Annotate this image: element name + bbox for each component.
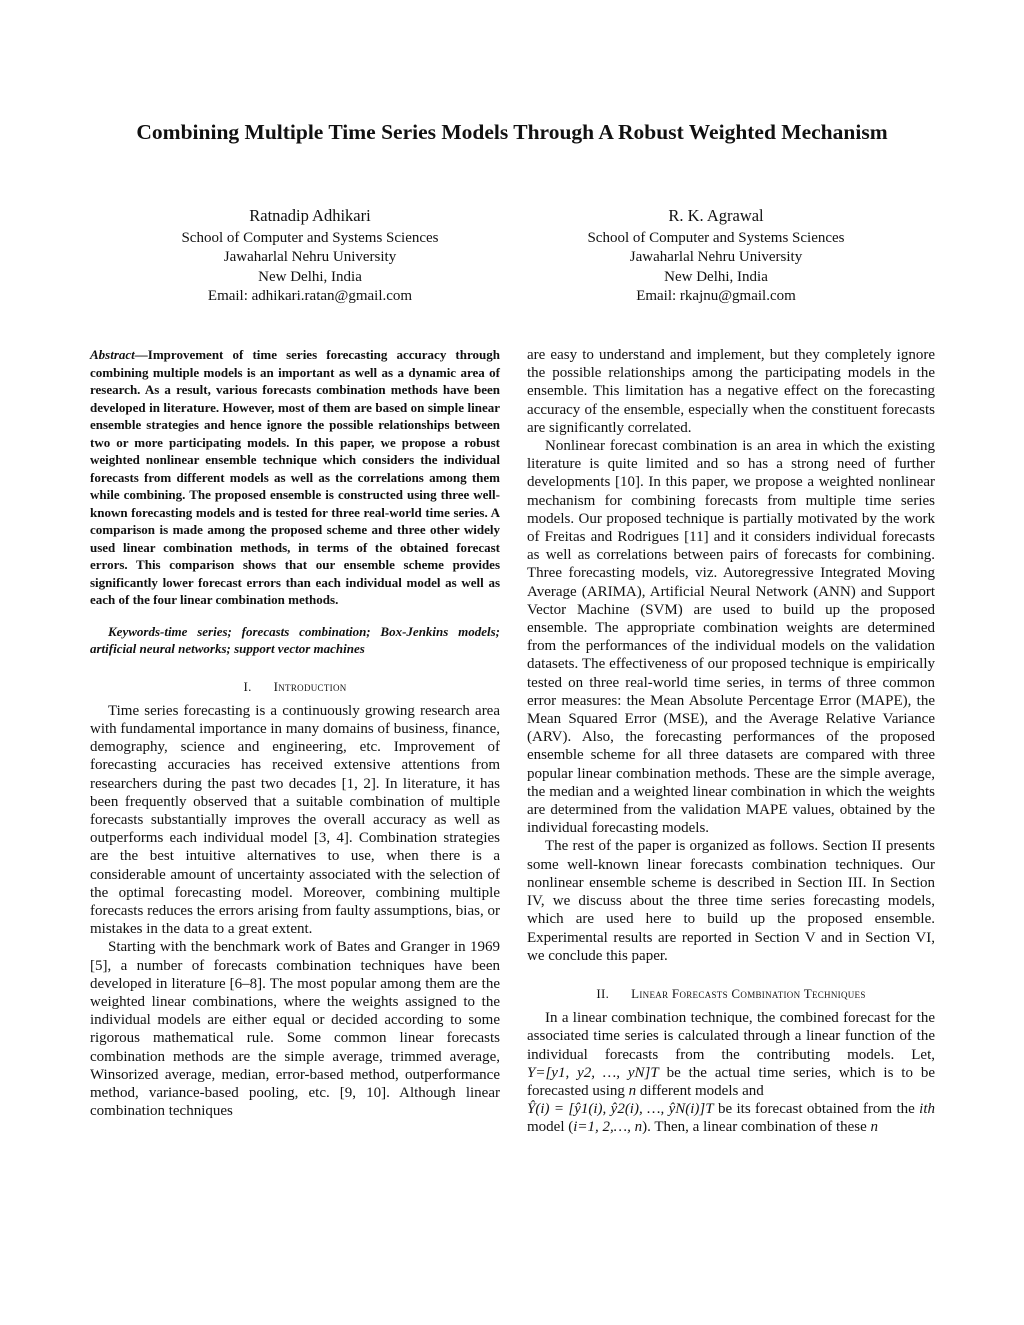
text-run: be the actual time series, which is to be forecasted using [527, 1064, 936, 1099]
author-block-2 [526, 206, 906, 307]
intro-paragraph-3: Nonlinear forecast combination is an area in which the existing literature is quite limited and so has a strong need of further developments [10]. In this paper, we propose a weighted nonlinear mechanism for combining forecasts from multiple time series models. Our proposed technique is partially motivated by the work of Freitas and Rodrigues [11] and it considers individual forecasts as well as correlations between pairs of forecasts for combining. Three forecasting models, viz. Autoregressive Integrated Moving Average (ARIMA), Artificial Neural Network (ANN) and Support Vector Machine (SVM) are used to build up the proposed ensemble. The appropriate combination weights are determined from the performances of the individual models on the validation datasets. The effectiveness of our proposed technique is empirically tested on three real-world time series, in terms of three common error measures: the Mean Absolute Percentage Error (MAPE), the Mean Squared Error (MSE), and the Average Relative Variance (ARV). Also, the forecasting performances of the proposed ensemble scheme for all three datasets are compared with three popular linear combination methods. These are the simple average, the median and a weighted linear combination in which the weights are determined from the validation MAPE values, obtained by the individual forecasting models. [527, 438, 935, 837]
text-run: different models and [636, 1082, 764, 1099]
author-affiliation: School of Computer and Systems Sciences [587, 229, 845, 246]
left-column [90, 346, 500, 1120]
intro-paragraph-2: Starting with the benchmark work of Bates and Granger in 1969 [5], a number of forecasts combination techniques have been developed in literature [6–8]. The most popular among them are the weighted linear combinations, where the weights assigned to the individual models are either equal or decided according to some rigorous mathematical rule. Some common linear forecasts combination methods are the simple average, trimmed average, Winsorized average, median, error-based method, outperformance method, variance-based pooling, etc. [9, 10]. Although linear combination techniques [90, 939, 500, 1120]
abstract-lead: Abstract [90, 347, 135, 362]
text-run: ). Then, a linear combination of these [642, 1119, 871, 1136]
author-name: R. K. Agrawal [668, 206, 764, 225]
author-email: Email: rkajnu@gmail.com [636, 288, 796, 304]
section-heading-linear-combination [527, 985, 935, 1003]
author-location: New Delhi, India [258, 268, 362, 285]
paper-title: Combining Multiple Time Series Models Through A Robust Weighted Mechanism [136, 120, 888, 144]
text-run: In a linear combination technique, the combined forecast for the associated time series is calculated through a linear function of the individual forecasts from the contributing models. Let, [527, 1010, 935, 1063]
section-heading-introduction [90, 678, 500, 696]
linear-paragraph-1 [527, 1009, 935, 1136]
author-email: Email: adhikari.ratan@gmail.com [207, 288, 413, 304]
math-forecast-vector: Ŷ(i) = [ŷ1(i), ŷ2(i), …, ŷN(i)]T [527, 1101, 714, 1118]
math-index-range: i=1, 2,…, n [573, 1119, 643, 1136]
author-university: Jawaharlal Nehru University [223, 249, 397, 265]
author-block-1 [120, 206, 500, 307]
section-title: Linear Forecasts Combination Techniques [631, 985, 866, 1001]
section-title: Introduction [273, 678, 347, 694]
intro-paragraph-1: Time series forecasting is a continuously growing research area with fundamental importance in many domains of business, finance, demography, science and engineering, etc. Improvement of forecasting accuracies has received extensive attentions from researchers during the past two decades [1, 2]. In literature, it has been frequently observed that a suitable combination of multiple forecasts substantially improves the overall accuracy as well as outperforms each individual model [3, 4]. Combination strategies are the best intuitive alternatives to use, when there is a considerable amount of uncertainty associated with the selection of the optimal forecasting model. Moreover, combining multiple forecasts reduces the errors arising from faulty assumptions, bias, or mistakes in the data to a great extent. [90, 702, 500, 938]
intro-paragraph-2-continued: are easy to understand and implement, but they completely ignore the possible relationships among the participating models in the ensemble. This limitation has a negative effect on the forecasting accuracy of the ensemble, especially when the constituent forecasts are significantly correlated. [527, 347, 935, 436]
right-column [527, 346, 935, 1137]
author-affiliation: School of Computer and Systems Sciences [181, 229, 439, 246]
abstract-body: —Improvement of time series forecasting accuracy through combining multiple models is an important as well as a dynamic area of research. As a result, various forecasts combination methods have been developed in literature. However, most of them are based on simple linear ensemble strategies and hence ignore the possible relationships between two or more participating models. In this paper, we propose a robust weighted nonlinear ensemble technique which considers the individual forecasts from different models as well as the correlations among them while combining. The proposed ensemble is constructed using three well-known forecasting models and is tested for three real-world time series. A comparison is made among the proposed scheme and three other widely used linear combination methods, in terms of the obtained forecast errors. This comparison shows that our ensemble scheme provides significantly lower forecast errors than each individual model as well as each of the four linear combination methods. [90, 347, 500, 607]
author-name: Ratnadip Adhikari [249, 206, 371, 225]
math-n: n [628, 1082, 637, 1099]
math-ith: ith [919, 1101, 935, 1118]
section-number: II. [596, 985, 610, 1001]
math-n: n [870, 1119, 879, 1136]
text-run: model ( [527, 1119, 574, 1136]
section-number: I. [243, 678, 252, 694]
text-run: be its forecast obtained from the [713, 1101, 920, 1118]
intro-paragraph-4: The rest of the paper is organized as follows. Section II presents some well-known linear forecasts combination techniques. Our nonlinear ensemble scheme is described in Section III. In Section IV, we discuss about the three time series forecasting models, which are used here to build up the proposed ensemble. Experimental results are reported in Section V and in Section VI, we conclude this paper. [527, 838, 935, 964]
math-actual-series: Y=[y1, y2, …, yN]T [527, 1064, 659, 1081]
keywords: Keywords-time series; forecasts combination; Box-Jenkins models; artificial neural networks; support vector machines [90, 623, 500, 656]
author-location: New Delhi, India [664, 268, 768, 285]
abstract [90, 346, 500, 609]
author-university: Jawaharlal Nehru University [629, 249, 803, 265]
